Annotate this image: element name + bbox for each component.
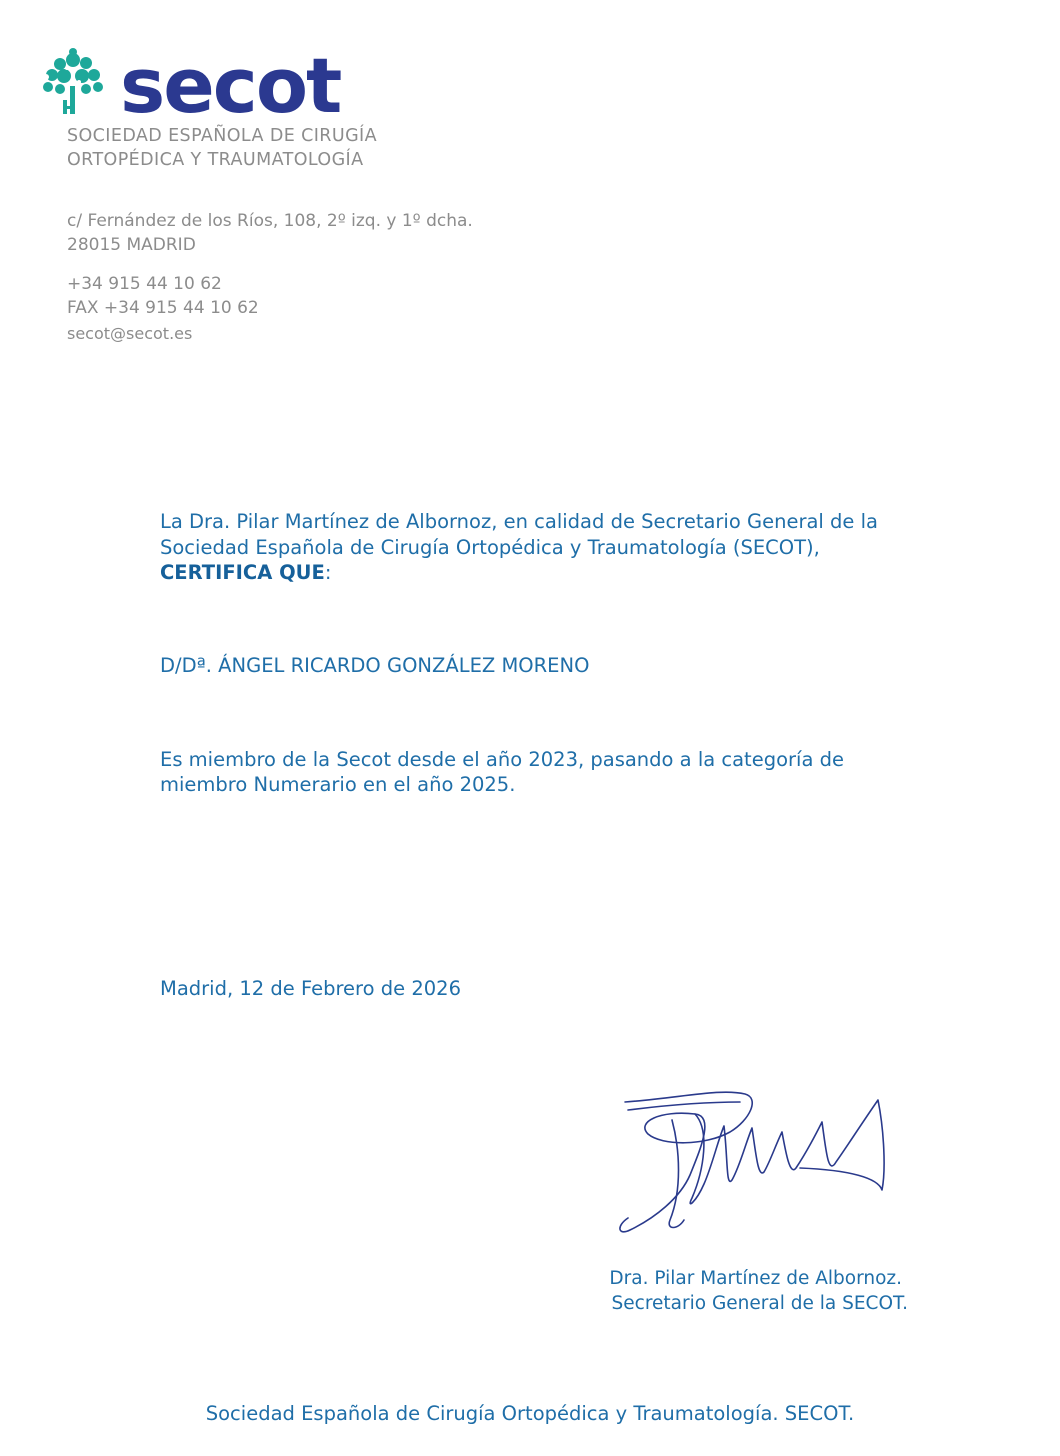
statement-line1: Es miembro de la Secot desde el año 2023, pasando a la categoría de: [160, 748, 844, 771]
handwritten-signature: [600, 1080, 900, 1250]
signer-title: Secretario General de la SECOT.: [611, 1293, 908, 1314]
email-address: secot@secot.es: [67, 324, 193, 343]
signer-name: Dra. Pilar Martínez de Albornoz.: [609, 1268, 902, 1289]
date-line: Madrid, 12 de Febrero de 2026: [160, 977, 461, 1000]
fax-number: FAX +34 915 44 10 62: [67, 298, 259, 318]
member-name: D/Dª. ÁNGEL RICARDO GONZÁLEZ MORENO: [160, 654, 590, 677]
logo-wordmark: secot: [120, 48, 341, 120]
certifica-heading: [160, 560, 331, 585]
statement-line2: miembro Numerario en el año 2025.: [160, 773, 516, 796]
tree-icon: [43, 48, 103, 114]
phone-number: +34 915 44 10 62: [67, 274, 222, 294]
page-footer: Sociedad Española de Cirugía Ortopédica y Traumatología. SECOT.: [205, 1402, 855, 1425]
secot-logo: [40, 48, 380, 120]
org-name-line2: ORTOPÉDICA Y TRAUMATOLOGÍA: [67, 150, 364, 170]
org-name-line1: SOCIEDAD ESPAÑOLA DE CIRUGÍA: [67, 126, 377, 146]
intro-line1: La Dra. Pilar Martínez de Albornoz, en calidad de Secretario General de la: [160, 510, 878, 533]
address-line2: 28015 MADRID: [67, 235, 196, 255]
intro-line2: Sociedad Española de Cirugía Ortopédica y Traumatología (SECOT),: [160, 536, 820, 559]
address-line1: c/ Fernández de los Ríos, 108, 2º izq. y 1º dcha.: [67, 211, 473, 231]
certifica-label: CERTIFICA QUE: [160, 561, 325, 584]
certifica-colon: :: [324, 561, 332, 584]
